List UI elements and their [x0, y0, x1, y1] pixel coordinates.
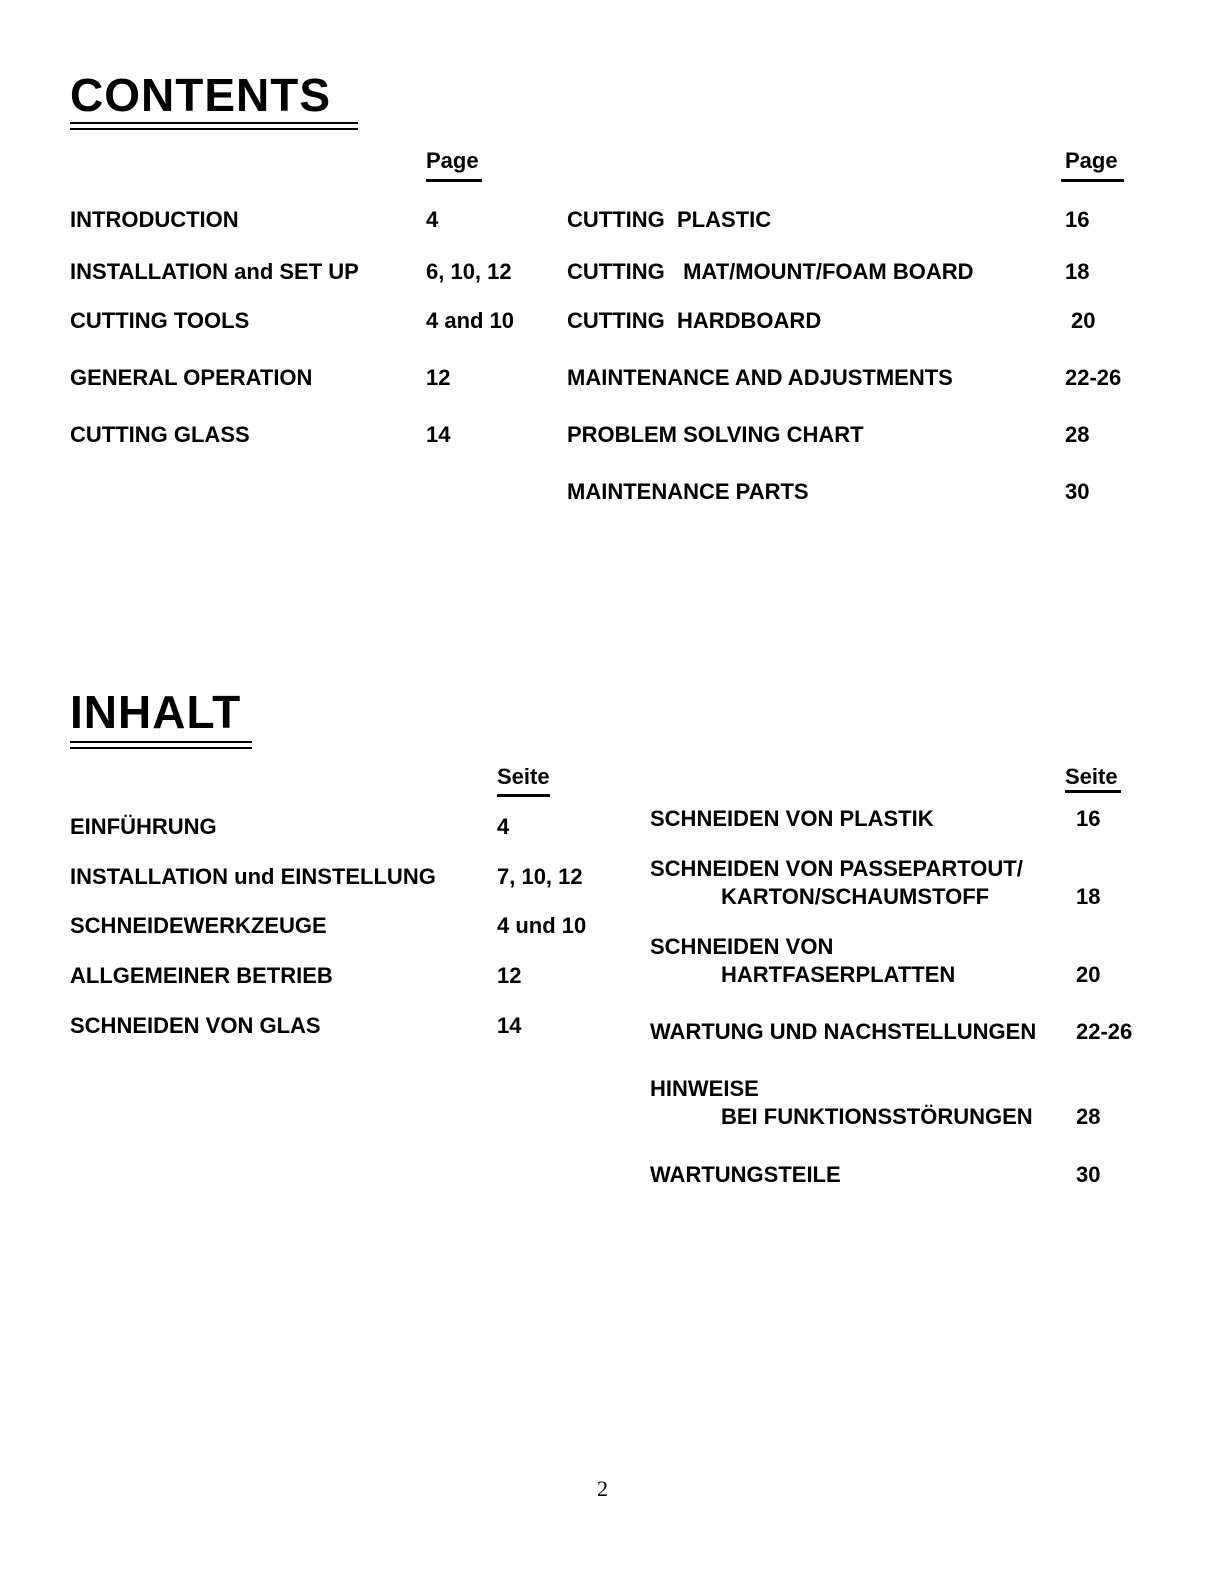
toc-entry-label: SCHNEIDEWERKZEUGE [70, 913, 327, 938]
toc-entry-page: 14 [426, 422, 451, 447]
inhalt-title-underline-top [70, 741, 252, 743]
toc-entry-page: 12 [426, 365, 451, 390]
toc-entry-label: SCHNEIDEN VON PLASTIK [650, 806, 934, 831]
toc-entry-label: GENERAL OPERATION [70, 365, 313, 390]
toc-entry-page: 14 [497, 1013, 522, 1038]
toc-entry-label: EINFÜHRUNG [70, 814, 217, 839]
toc-entry-page: 28 [1065, 422, 1090, 447]
toc-entry-label: INTRODUCTION [70, 207, 239, 232]
toc-entry-page: 22-26 [1065, 365, 1122, 390]
inhalt-title: INHALT [70, 686, 242, 738]
toc-entry-page: 30 [1076, 1162, 1101, 1187]
toc-entry-page: 6, 10, 12 [426, 259, 512, 284]
toc-entry-page: 4 [497, 814, 510, 839]
contents-title: CONTENTS [70, 69, 331, 121]
toc-entry-page: 20 [1076, 962, 1101, 987]
page-number: 2 [597, 1476, 608, 1501]
contents-title-underline-top [70, 122, 358, 124]
toc-entry-label-continuation: KARTON/SCHAUMSTOFF [721, 884, 990, 909]
toc-entry-label: SCHNEIDEN VON GLAS [70, 1013, 321, 1038]
toc-entry-page: 4 and 10 [426, 308, 515, 333]
toc-entry-page: 18 [1065, 259, 1090, 284]
toc-entry-page: 16 [1076, 806, 1101, 831]
inhalt-right-page-header-underline [1065, 790, 1121, 793]
toc-entry-label: CUTTING HARDBOARD [567, 308, 822, 333]
toc-entry-label: HINWEISE [650, 1076, 759, 1101]
toc-entry-label: SCHNEIDEN VON [650, 934, 834, 959]
toc-entry-label: ALLGEMEINER BETRIEB [70, 963, 333, 988]
inhalt-left-page-header-underline [497, 794, 550, 797]
toc-entry-page: 22-26 [1076, 1019, 1133, 1044]
toc-entry-label: INSTALLATION and SET UP [70, 259, 359, 284]
toc-entry-label: MAINTENANCE PARTS [567, 479, 809, 504]
inhalt-right-page-header: Seite [1065, 764, 1118, 789]
toc-entry-label-continuation: BEI FUNKTIONSSTÖRUNGEN [721, 1104, 1033, 1129]
toc-entry-page: 30 [1065, 479, 1090, 504]
toc-entry-page: 16 [1065, 207, 1090, 232]
toc-entry-label: SCHNEIDEN VON PASSEPARTOUT/ [650, 856, 1023, 881]
toc-entry-page: 12 [497, 963, 522, 988]
toc-entry-page: 7, 10, 12 [497, 864, 583, 889]
toc-entry-page: 18 [1076, 884, 1101, 909]
toc-entry-page: 28 [1076, 1104, 1101, 1129]
toc-entry-page: 20 [1071, 308, 1096, 333]
toc-entry-label: CUTTING MAT/MOUNT/FOAM BOARD [567, 259, 974, 284]
toc-entry-label: WARTUNG UND NACHSTELLUNGEN [650, 1019, 1037, 1044]
toc-entry-label-continuation: HARTFASERPLATTEN [721, 962, 956, 987]
toc-entry-page: 4 [426, 207, 439, 232]
contents-right-page-header: Page [1065, 148, 1118, 173]
contents-right-page-header-underline [1061, 179, 1124, 182]
toc-entry-label: PROBLEM SOLVING CHART [567, 422, 864, 447]
inhalt-title-underline-bottom [70, 747, 252, 749]
contents-left-page-header: Page [426, 148, 479, 173]
toc-entry-label: WARTUNGSTEILE [650, 1162, 841, 1187]
toc-entry-label: CUTTING GLASS [70, 422, 250, 447]
toc-entry-label: INSTALLATION und EINSTELLUNG [70, 864, 436, 889]
contents-left-page-header-underline [426, 179, 482, 182]
inhalt-left-page-header: Seite [497, 764, 550, 789]
contents-title-underline-bottom [70, 128, 358, 130]
toc-entry-label: CUTTING PLASTIC [567, 207, 772, 232]
toc-entry-label: MAINTENANCE AND ADJUSTMENTS [567, 365, 953, 390]
toc-entry-label: CUTTING TOOLS [70, 308, 250, 333]
toc-entry-page: 4 und 10 [497, 913, 587, 938]
